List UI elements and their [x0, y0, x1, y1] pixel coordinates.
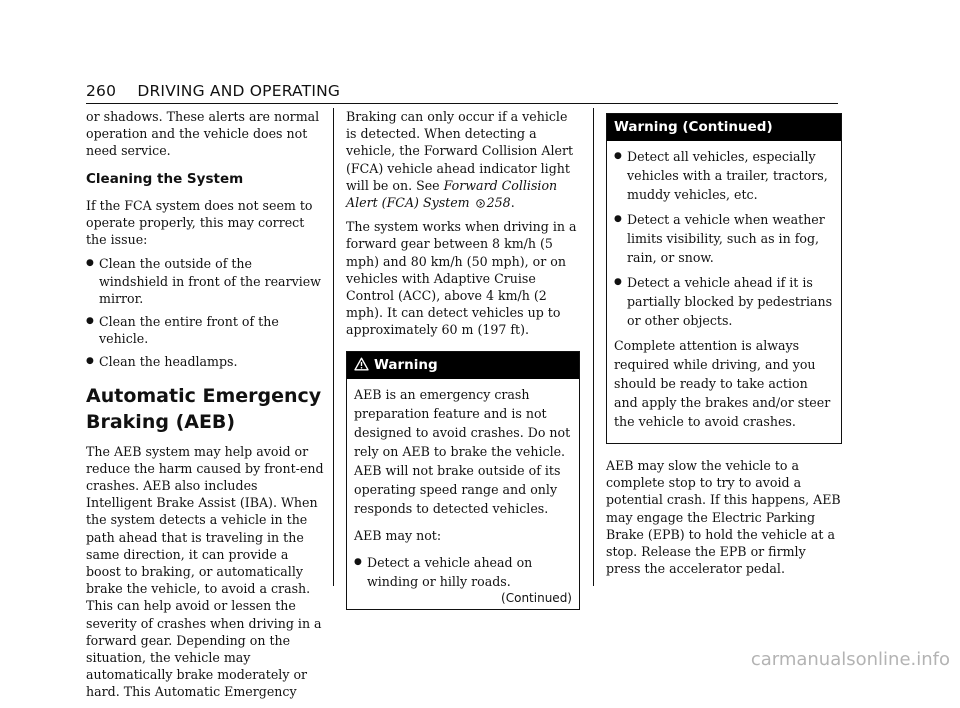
heading-aeb	[86, 383, 324, 435]
list-item: ● Clean the outside of the windshield in front of the rearview mirror.	[86, 255, 324, 307]
list-item: ● Detect a vehicle ahead if it is partially blocked by pedestrians or other objects.	[614, 273, 834, 330]
paragraph: or shadows. These alerts are normal operation and the vehicle does not need service.	[86, 109, 320, 159]
warning-paragraph: AEB is an emergency crash preparation feature and is not designed to avoid crashes. Do not rely on AEB to brake the vehicle. AEB will not brake outside of its operating speed range and only responds to detected vehicles.	[354, 386, 571, 516]
page-number: 260	[86, 82, 117, 100]
warning-bullet-list	[614, 147, 834, 330]
warning-triangle-icon	[354, 357, 369, 371]
page-header	[86, 82, 340, 100]
warning-box	[346, 351, 580, 610]
paragraph-end: .	[510, 195, 515, 211]
warning-title: Warning	[374, 356, 438, 373]
heading-cleaning-the-system: Cleaning the System	[86, 170, 244, 187]
paragraph: AEB may slow the vehicle to a complete stop to try to avoid a potential crash. If this happens, AEB may engage the Electric Parking Brake (EPB) to hold the vehicle at a stop. Release the EPB or firmly press the accelerator pedal.	[606, 458, 841, 577]
paragraph: If the FCA system does not seem to operate properly, this may correct the issue:	[86, 197, 313, 248]
warning-paragraph: Complete attention is always required while driving, and you should be ready to take action and apply the brakes and/or steer the vehicle to avoid crashes.	[614, 338, 831, 429]
header-divider	[86, 103, 838, 104]
paragraph	[346, 108, 580, 211]
warning-paragraph: AEB may not:	[354, 527, 442, 543]
cross-reference-link[interactable]: Forward Collision Alert (FCA) System	[346, 177, 558, 211]
warning-header	[347, 352, 579, 379]
column-2	[346, 108, 580, 610]
page-reference-icon	[476, 199, 485, 208]
column-divider-2	[593, 108, 594, 586]
bullet-list	[86, 255, 324, 370]
list-item: ● Detect a vehicle when weather limits visibility, such as in fog, rain, or snow.	[614, 210, 834, 267]
warning-bullet-list	[354, 553, 572, 591]
column-3	[606, 108, 842, 584]
warning-body	[347, 379, 579, 609]
list-item: ● Detect all vehicles, especially vehicles with a trailer, tractors, muddy vehicles, etc.	[614, 147, 834, 204]
paragraph: The system works when driving in a forward gear between 8 km/h (5 mph) and 80 km/h (50 mph), or on vehicles with Adaptive Cruise Control (ACC), above 4 km/h (2 mph). It can detect vehicles up to approximately 60 m (197 ft).	[346, 219, 577, 338]
paragraph-text: Braking can only occur if a vehicle is detected. When detecting a vehicle, the Forward Collision Alert (FCA) vehicle ahead indicator light will be on. See	[346, 109, 574, 193]
watermark: carmanualsonline.info	[750, 649, 950, 670]
continued-label: (Continued)	[501, 590, 572, 605]
heading-aeb-line1: Automatic Emergency	[86, 384, 322, 407]
warning-header: Warning (Continued)	[607, 114, 841, 141]
warning-box-continued	[606, 113, 842, 444]
list-item: ● Clean the entire front of the vehicle.	[86, 313, 324, 347]
section-title: DRIVING AND OPERATING	[137, 82, 341, 100]
list-item: ● Detect a vehicle ahead on winding or hilly roads.	[354, 553, 572, 591]
page-reference-number[interactable]: 258	[486, 195, 511, 211]
heading-aeb-line2: Braking (AEB)	[86, 410, 236, 433]
column-1	[86, 108, 324, 708]
warning-body	[607, 141, 841, 443]
column-divider-1	[333, 108, 334, 586]
paragraph: The AEB system may help avoid or reduce the harm caused by front-end crashes. AEB also includes Intelligent Brake Assist (IBA). When the system detects a vehicle in the path ahead that is traveling in the same direction, it can provide a boost to braking, or automatically brake the vehicle, to avoid a crash. This can help avoid or lessen the severity of crashes when driving in a forward gear. Depending on the situation, the vehicle may automatically brake moderately or hard. This Automatic Emergency	[86, 443, 324, 700]
list-item: ● Clean the headlamps.	[86, 353, 324, 370]
